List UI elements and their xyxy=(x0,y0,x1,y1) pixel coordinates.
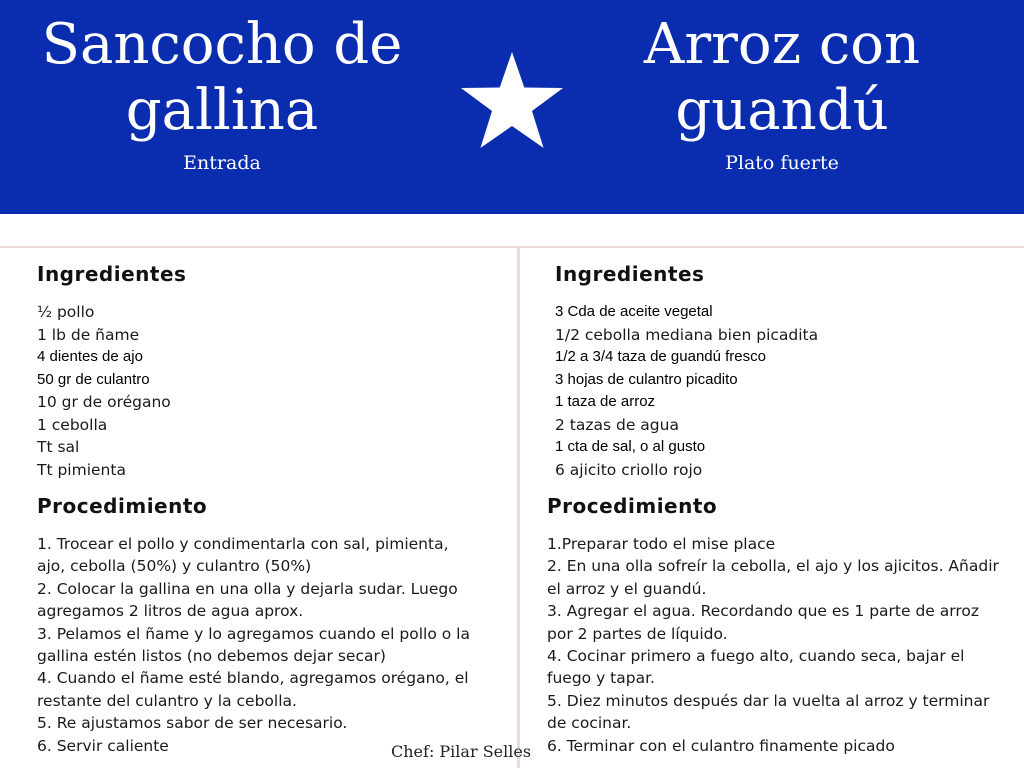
left-dish-title xyxy=(12,12,432,144)
left-steps-list xyxy=(37,533,477,757)
left-course-label: Entrada xyxy=(183,152,261,174)
left-ingredients-list xyxy=(37,301,171,481)
list-item: 1 cta de sal, o al gusto xyxy=(555,438,706,455)
list-item: ½ pollo xyxy=(37,303,95,321)
list-item: 5. Re ajustamos sabor de ser necesario. xyxy=(37,714,348,733)
list-item: 3 Cda de aceite vegetal xyxy=(555,303,713,320)
list-item: 2. Colocar la gallina en una olla y dejarla sudar. Luego agregamos 2 litros de agua aprox. xyxy=(37,579,458,621)
list-item: 2. En una olla sofreír la cebolla, el ajo y los ajicitos. Añadir el arroz y el guandú. xyxy=(547,557,999,598)
list-item: 5. Diez minutos después dar la vuelta al arroz y terminar de cocinar. xyxy=(547,691,990,733)
list-item: 1/2 cebolla mediana bien picadita xyxy=(555,325,819,344)
chef-signature: Chef: Pilar Selles xyxy=(391,742,532,761)
vertical-divider xyxy=(517,248,520,768)
list-item: 1.Preparar todo el mise place xyxy=(547,535,776,553)
right-steps-list xyxy=(547,533,1002,757)
list-item: 6. Servir caliente xyxy=(37,736,169,755)
list-item: 6. Terminar con el culantro finamente picado xyxy=(547,736,895,755)
left-ingredients-heading: Ingredientes xyxy=(37,262,187,286)
left-procedure-heading: Procedimiento xyxy=(37,494,208,518)
list-item: 4. Cocinar primero a fuego alto, cuando seca, bajar el fuego y tapar. xyxy=(547,647,965,688)
list-item: 1 taza de arroz xyxy=(555,393,656,410)
right-course-label: Plato fuerte xyxy=(725,152,839,174)
list-item: 10 gr de orégano xyxy=(37,393,171,411)
right-title-line1: Arroz con xyxy=(643,12,921,77)
right-ingredients-list xyxy=(555,301,818,481)
left-title-line2: gallina xyxy=(125,78,319,143)
list-item: 2 tazas de agua xyxy=(555,415,679,434)
list-item: 4. Cuando el ñame esté blando, agregamos orégano, el restante del culantro y la cebolla. xyxy=(37,669,469,710)
list-item: Tt pimienta xyxy=(37,460,126,479)
list-item: 3. Agregar el agua. Recordando que es 1 parte de arroz por 2 partes de líquido. xyxy=(547,602,980,643)
right-procedure-heading: Procedimiento xyxy=(547,494,718,518)
list-item: 1/2 a 3/4 taza de guandú fresco xyxy=(555,348,766,365)
list-item: 3 hojas de culantro picadito xyxy=(555,370,738,388)
list-item: 1 lb de ñame xyxy=(37,325,140,344)
header-banner xyxy=(0,0,1024,214)
left-title-line1: Sancocho de xyxy=(41,12,403,77)
list-item: 4 dientes de ajo xyxy=(37,348,143,365)
right-title-line2: guandú xyxy=(675,78,889,143)
list-item: 50 gr de culantro xyxy=(37,370,150,388)
list-item: Tt sal xyxy=(37,438,80,456)
list-item: 3. Pelamos el ñame y lo agregamos cuando el pollo o la gallina estén listos (no debemos dejar secar) xyxy=(37,624,470,666)
list-item: 1. Trocear el pollo y condimentarla con sal, pimienta, ajo, cebolla (50%) y culantro (50%) xyxy=(37,535,449,576)
list-item: 1 cebolla xyxy=(37,415,108,434)
list-item: 6 ajicito criollo rojo xyxy=(555,460,703,479)
right-ingredients-heading: Ingredientes xyxy=(555,262,705,286)
right-dish-title xyxy=(572,12,992,144)
horizontal-divider xyxy=(0,246,1024,248)
star-icon xyxy=(460,51,564,149)
